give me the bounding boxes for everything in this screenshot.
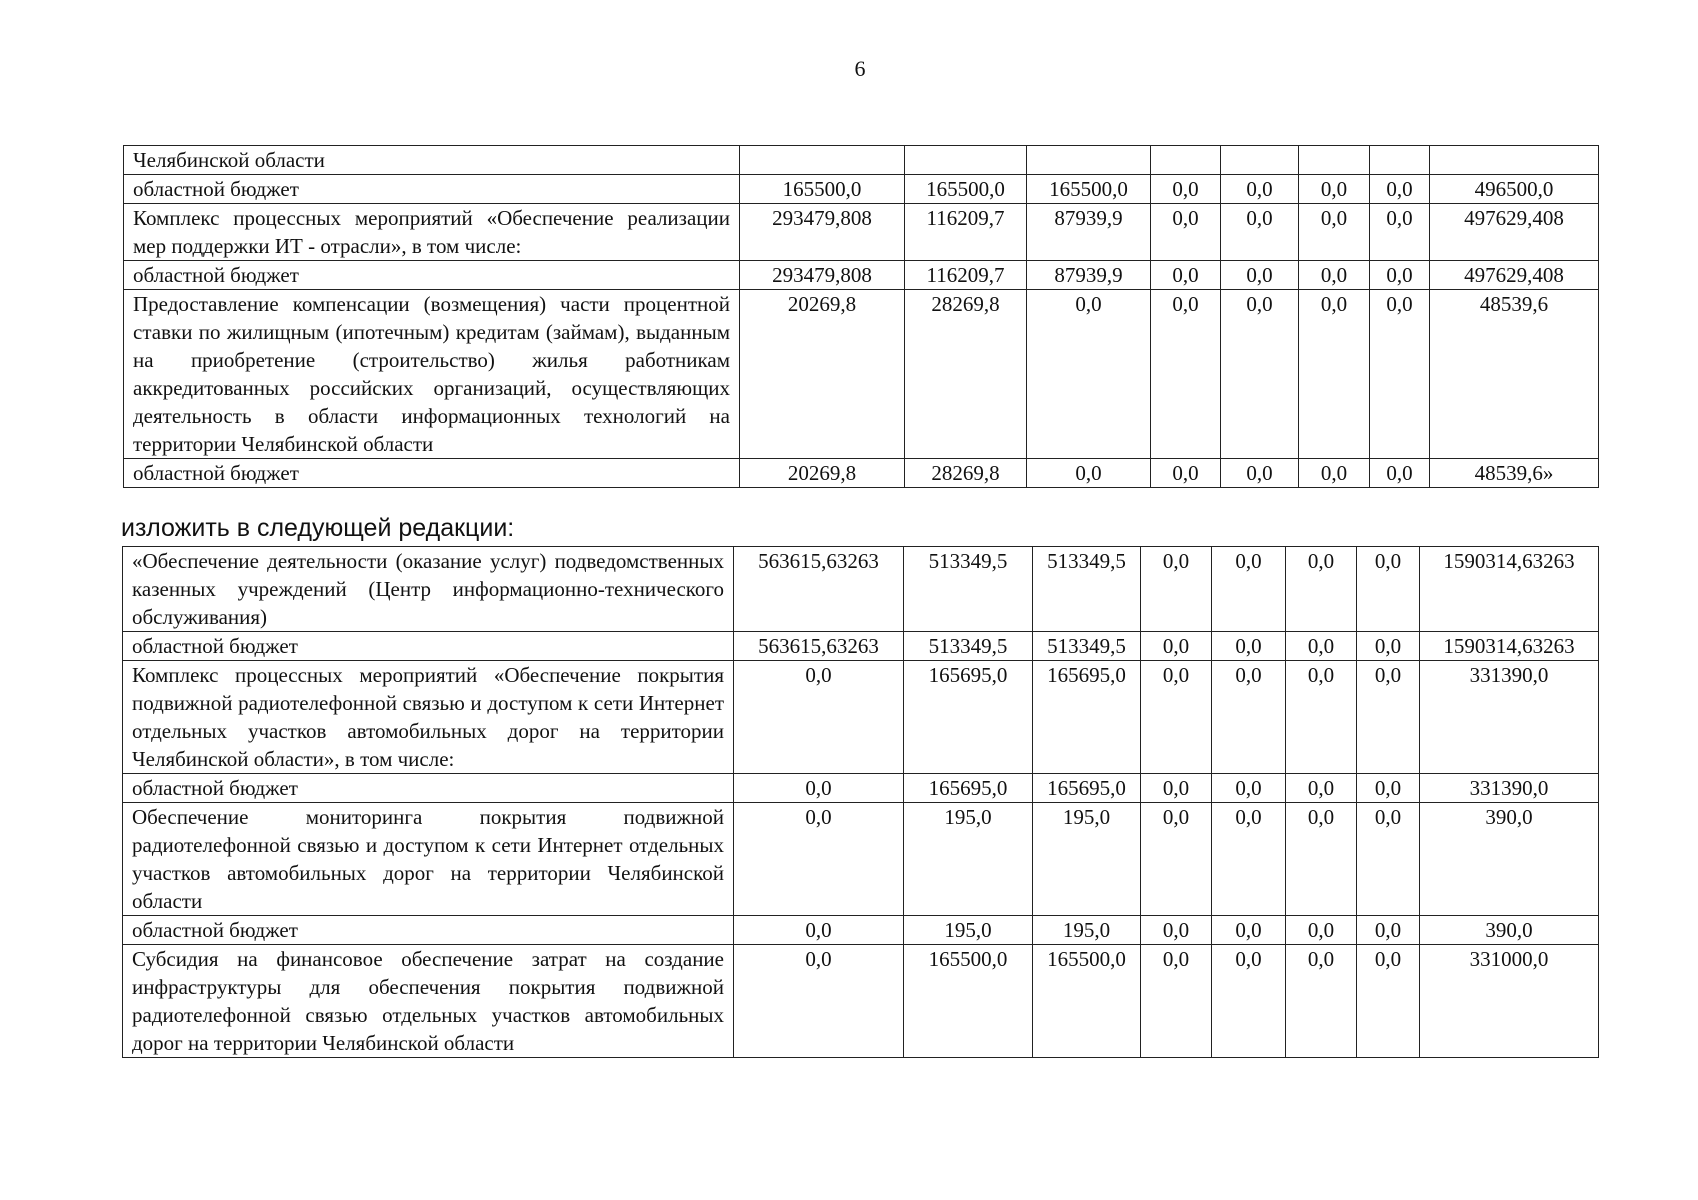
value-cell: 0,0 [1221, 204, 1299, 261]
row-label: областной бюджет [124, 261, 740, 290]
value-cell: 0,0 [1221, 290, 1299, 459]
row-label: областной бюджет [124, 175, 740, 204]
value-cell: 0,0 [1357, 774, 1420, 803]
value-cell [1370, 146, 1430, 175]
row-label: Комплекс процессных мероприятий «Обеспечение покрытия подвижной радиотелефонной связью и доступом к сети Интернет отдельных участков автомобильных дорог на территории Челябинской области», в том числе: [123, 661, 734, 774]
edit-instruction: изложить в следующей редакции: [121, 514, 515, 542]
total-cell: 331390,0 [1420, 774, 1599, 803]
value-cell: 293479,808 [740, 204, 905, 261]
value-cell: 0,0 [1151, 204, 1221, 261]
table-row [123, 547, 1599, 632]
value-cell: 0,0 [1299, 459, 1370, 488]
value-cell: 165500,0 [740, 175, 905, 204]
budget-table-top [123, 145, 1599, 488]
value-cell: 0,0 [1212, 632, 1286, 661]
value-cell: 0,0 [1212, 547, 1286, 632]
row-label: Обеспечение мониторинга покрытия подвижной радиотелефонной связью и доступом к сети Интернет отдельных участков автомобильных дорог на территории Челябинской области [123, 803, 734, 916]
total-cell: 390,0 [1420, 916, 1599, 945]
value-cell: 165500,0 [904, 945, 1033, 1058]
value-cell [905, 146, 1027, 175]
total-cell: 390,0 [1420, 803, 1599, 916]
table-row [123, 916, 1599, 945]
value-cell: 87939,9 [1027, 261, 1151, 290]
value-cell: 0,0 [1141, 632, 1212, 661]
total-cell: 497629,408 [1430, 204, 1599, 261]
value-cell: 0,0 [1357, 803, 1420, 916]
row-label: Челябинской области [124, 146, 740, 175]
value-cell: 0,0 [1299, 204, 1370, 261]
value-cell: 0,0 [1221, 175, 1299, 204]
value-cell: 165500,0 [905, 175, 1027, 204]
value-cell [1299, 146, 1370, 175]
value-cell [1027, 146, 1151, 175]
value-cell: 0,0 [734, 916, 904, 945]
value-cell [1151, 146, 1221, 175]
value-cell: 28269,8 [905, 290, 1027, 459]
value-cell: 0,0 [1212, 774, 1286, 803]
total-cell: 331390,0 [1420, 661, 1599, 774]
value-cell: 513349,5 [1033, 632, 1141, 661]
total-cell: 48539,6» [1430, 459, 1599, 488]
table-row [123, 803, 1599, 916]
value-cell: 165500,0 [1027, 175, 1151, 204]
row-label: областной бюджет [123, 916, 734, 945]
value-cell: 195,0 [1033, 916, 1141, 945]
value-cell: 0,0 [1221, 261, 1299, 290]
value-cell: 165695,0 [904, 774, 1033, 803]
value-cell: 0,0 [1212, 661, 1286, 774]
total-cell: 497629,408 [1430, 261, 1599, 290]
value-cell: 0,0 [1027, 290, 1151, 459]
row-label: Комплекс процессных мероприятий «Обеспечение реализации мер поддержки ИТ - отрасли», в том числе: [124, 204, 740, 261]
value-cell: 293479,808 [740, 261, 905, 290]
value-cell: 0,0 [1212, 945, 1286, 1058]
value-cell: 0,0 [1299, 261, 1370, 290]
value-cell: 0,0 [1221, 459, 1299, 488]
table-row [123, 632, 1599, 661]
value-cell: 0,0 [1357, 916, 1420, 945]
value-cell: 0,0 [1357, 632, 1420, 661]
value-cell: 0,0 [1370, 459, 1430, 488]
row-label: «Обеспечение деятельности (оказание услуг) подведомственных казенных учреждений (Центр информационно-технического обслуживания) [123, 547, 734, 632]
value-cell: 0,0 [1286, 916, 1357, 945]
value-cell: 563615,63263 [734, 547, 904, 632]
table-row [124, 175, 1599, 204]
value-cell: 0,0 [1286, 803, 1357, 916]
page-number: 6 [854, 56, 866, 81]
value-cell: 20269,8 [740, 459, 905, 488]
value-cell: 20269,8 [740, 290, 905, 459]
value-cell: 195,0 [904, 803, 1033, 916]
value-cell: 0,0 [1370, 290, 1430, 459]
total-cell [1430, 146, 1599, 175]
value-cell: 0,0 [1212, 916, 1286, 945]
value-cell: 0,0 [1141, 916, 1212, 945]
value-cell: 513349,5 [1033, 547, 1141, 632]
table-row [124, 204, 1599, 261]
value-cell: 0,0 [1141, 774, 1212, 803]
row-label: областной бюджет [123, 774, 734, 803]
value-cell: 0,0 [1286, 547, 1357, 632]
value-cell: 0,0 [734, 945, 904, 1058]
value-cell: 0,0 [1027, 459, 1151, 488]
value-cell: 0,0 [1141, 661, 1212, 774]
value-cell: 165695,0 [1033, 774, 1141, 803]
value-cell: 0,0 [1357, 661, 1420, 774]
value-cell: 116209,7 [905, 261, 1027, 290]
row-label: Субсидия на финансовое обеспечение затрат на создание инфраструктуры для обеспечения покрытия подвижной радиотелефонной связью отдельных участков автомобильных дорог на территории Челябинской области [123, 945, 734, 1058]
value-cell: 195,0 [1033, 803, 1141, 916]
value-cell: 0,0 [734, 774, 904, 803]
value-cell: 165695,0 [1033, 661, 1141, 774]
value-cell: 195,0 [904, 916, 1033, 945]
total-cell: 1590314,63263 [1420, 547, 1599, 632]
value-cell: 0,0 [1151, 175, 1221, 204]
total-cell: 496500,0 [1430, 175, 1599, 204]
value-cell: 0,0 [1357, 945, 1420, 1058]
row-label: областной бюджет [124, 459, 740, 488]
value-cell: 0,0 [1370, 204, 1430, 261]
value-cell [1221, 146, 1299, 175]
value-cell: 0,0 [1299, 175, 1370, 204]
value-cell: 0,0 [1299, 290, 1370, 459]
table-row [123, 774, 1599, 803]
value-cell: 0,0 [1151, 290, 1221, 459]
value-cell: 0,0 [1286, 632, 1357, 661]
table-row [124, 459, 1599, 488]
budget-table-bottom [122, 546, 1599, 1058]
value-cell: 563615,63263 [734, 632, 904, 661]
value-cell: 28269,8 [905, 459, 1027, 488]
row-label: областной бюджет [123, 632, 734, 661]
value-cell: 0,0 [1212, 803, 1286, 916]
table-row [124, 146, 1599, 175]
value-cell: 0,0 [1286, 774, 1357, 803]
value-cell: 0,0 [1286, 945, 1357, 1058]
value-cell: 0,0 [734, 661, 904, 774]
value-cell: 0,0 [1151, 261, 1221, 290]
table-row [123, 661, 1599, 774]
value-cell: 0,0 [1141, 803, 1212, 916]
value-cell: 0,0 [1370, 175, 1430, 204]
value-cell: 0,0 [734, 803, 904, 916]
value-cell: 165500,0 [1033, 945, 1141, 1058]
value-cell [740, 146, 905, 175]
value-cell: 0,0 [1141, 945, 1212, 1058]
row-label: Предоставление компенсации (возмещения) части процентной ставки по жилищным (ипотечным) кредитам (займам), выданным на приобретение (строительство) жилья работникам аккредитованных российских организаций, осуществляющих деятельность в области информационных технологий на территории Челябинской области [124, 290, 740, 459]
value-cell: 0,0 [1151, 459, 1221, 488]
value-cell: 165695,0 [904, 661, 1033, 774]
value-cell: 116209,7 [905, 204, 1027, 261]
total-cell: 331000,0 [1420, 945, 1599, 1058]
value-cell: 0,0 [1286, 661, 1357, 774]
value-cell: 0,0 [1141, 547, 1212, 632]
value-cell: 513349,5 [904, 547, 1033, 632]
table-row [123, 945, 1599, 1058]
total-cell: 48539,6 [1430, 290, 1599, 459]
value-cell: 0,0 [1370, 261, 1430, 290]
table-row [124, 290, 1599, 459]
value-cell: 513349,5 [904, 632, 1033, 661]
total-cell: 1590314,63263 [1420, 632, 1599, 661]
value-cell: 0,0 [1357, 547, 1420, 632]
value-cell: 87939,9 [1027, 204, 1151, 261]
table-row [124, 261, 1599, 290]
